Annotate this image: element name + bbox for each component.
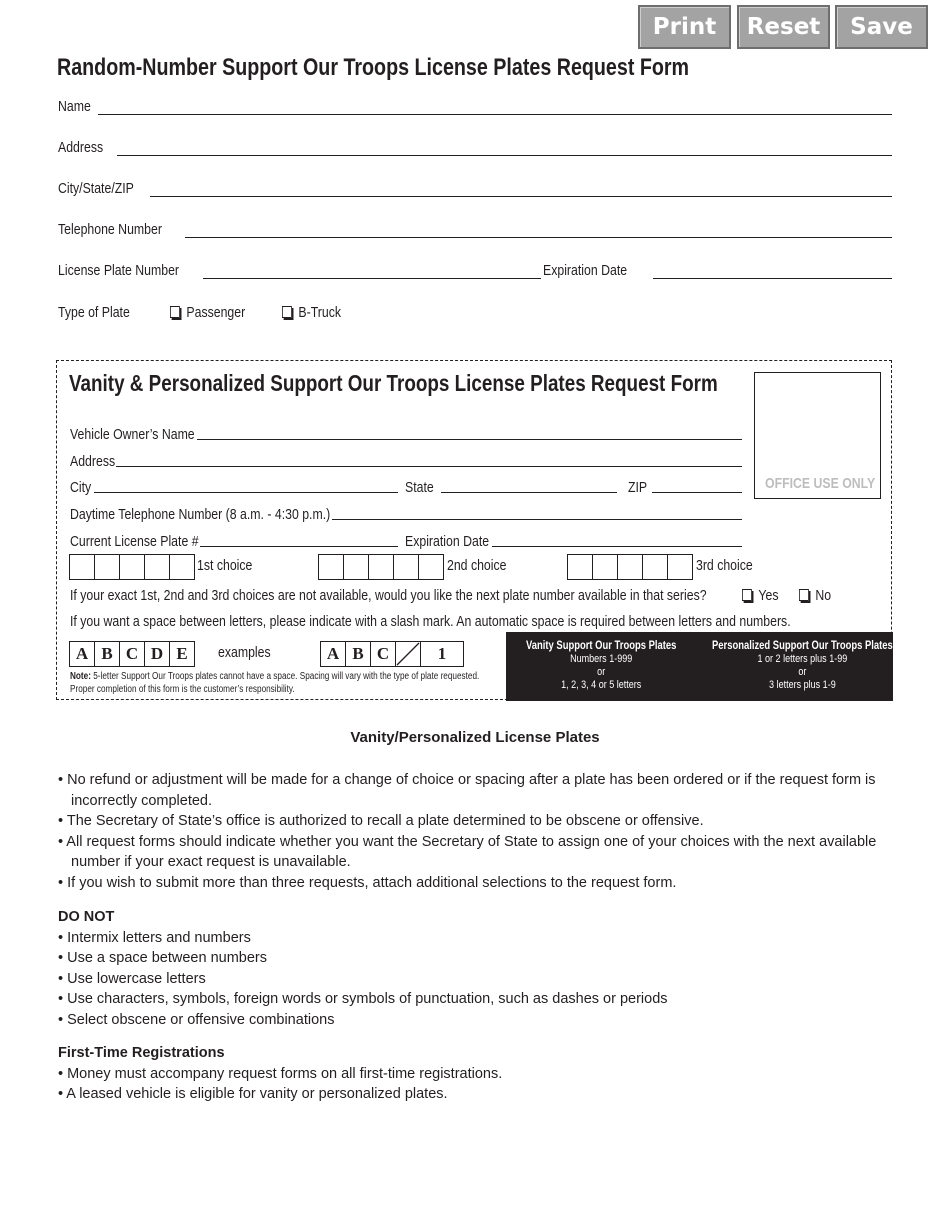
- personalized-info-line2: or: [798, 666, 807, 678]
- donot-title: DO NOT: [58, 909, 115, 925]
- citystatezip-field[interactable]: [150, 196, 892, 197]
- example-char: 1: [420, 641, 464, 667]
- form-title: Random-Number Support Our Troops License Plates Request Form: [57, 54, 690, 81]
- address-label: Address: [58, 139, 104, 156]
- checkbox-icon: [282, 306, 292, 318]
- char-box[interactable]: [318, 554, 344, 580]
- print-button[interactable]: Print: [638, 5, 731, 49]
- expiration-field[interactable]: [653, 278, 892, 279]
- zip-label: ZIP: [628, 479, 648, 496]
- owner-field[interactable]: [197, 439, 742, 440]
- save-button[interactable]: Save: [835, 5, 928, 49]
- yes-checkbox[interactable]: [742, 587, 778, 604]
- city-label: City: [70, 479, 92, 496]
- vanity-form-title: Vanity & Personalized Support Our Troops License Plates Request Form: [69, 370, 718, 396]
- vanity-address-field[interactable]: [116, 466, 742, 467]
- info-title: Vanity/Personalized License Plates: [350, 729, 600, 746]
- first-choice-boxes[interactable]: [69, 554, 195, 580]
- current-plate-field[interactable]: [200, 546, 398, 547]
- passenger-checkbox[interactable]: [170, 304, 245, 321]
- bullet-item: • Money must accompany request forms on all first-time registrations.: [58, 1065, 503, 1082]
- bullet-item: • Intermix letters and numbers: [58, 929, 251, 946]
- info-bullets: [58, 770, 894, 893]
- space-instruction: If you want a space between letters, please indicate with a slash mark. An automatic space is required between letters and numbers.: [70, 613, 791, 630]
- personalized-info-line1: 1 or 2 letters plus 1-99: [757, 653, 848, 665]
- example-plate-1: [69, 641, 195, 667]
- checkbox-icon: [799, 589, 809, 601]
- example-char: B: [94, 641, 120, 667]
- bullet-item: • No refund or adjustment will be made for a change of choice or spacing after a plate has been ordered or if the request form is incorrectly completed.: [58, 772, 876, 809]
- third-choice-label: 3rd choice: [696, 557, 753, 574]
- vanity-address-label: Address: [70, 453, 116, 470]
- note: [70, 671, 479, 696]
- example-char: D: [144, 641, 170, 667]
- bullet-item: • Select obscene or offensive combinations: [58, 1011, 335, 1028]
- plate-number-label: License Plate Number: [58, 262, 180, 279]
- example-char: A: [320, 641, 346, 667]
- char-box[interactable]: [418, 554, 444, 580]
- owner-label: Vehicle Owner’s Name: [70, 426, 195, 443]
- example-plate-2: [320, 641, 464, 667]
- first-choice-label: 1st choice: [197, 557, 253, 574]
- btruck-label: B-Truck: [298, 304, 342, 321]
- yes-label: Yes: [758, 587, 779, 604]
- city-field[interactable]: [94, 492, 398, 493]
- next-plate-question: If your exact 1st, 2nd and 3rd choices are not available, would you like the next plate number available in that series?: [70, 587, 707, 604]
- vanity-info-line1: Numbers 1-999: [570, 653, 633, 665]
- passenger-label: Passenger: [186, 304, 246, 321]
- note-line1: 5-letter Support Our Troops plates cannot have a space. Spacing will vary with the type of plate requested.: [93, 671, 480, 682]
- bullet-item: • Use a space between numbers: [58, 950, 267, 966]
- bullet-item: • All request forms should indicate whether you want the Secretary of State to assign one of your choices with the next available number if your exact request is unavailable.: [58, 833, 877, 870]
- no-label: No: [815, 587, 832, 604]
- note-line2: Proper completion of this form is the customer’s responsibility.: [70, 683, 295, 695]
- char-box[interactable]: [343, 554, 369, 580]
- first-time-section: [58, 1043, 894, 1105]
- vanity-info-title: Vanity Support Our Troops Plates: [526, 640, 677, 652]
- example-char: B: [345, 641, 371, 667]
- char-box[interactable]: [642, 554, 668, 580]
- plate-type-label: Type of Plate: [58, 304, 130, 321]
- char-box[interactable]: [393, 554, 419, 580]
- char-box[interactable]: [368, 554, 394, 580]
- current-plate-label: Current License Plate #: [70, 533, 199, 550]
- btruck-checkbox[interactable]: [282, 304, 341, 321]
- name-label: Name: [58, 98, 91, 115]
- slash-box: [395, 641, 421, 667]
- no-checkbox[interactable]: [799, 587, 831, 604]
- name-field[interactable]: [98, 114, 892, 115]
- examples-label: examples: [218, 644, 271, 661]
- char-box[interactable]: [69, 554, 95, 580]
- char-box[interactable]: [567, 554, 593, 580]
- example-char: A: [69, 641, 95, 667]
- char-box[interactable]: [667, 554, 693, 580]
- plate-types-box: [506, 632, 893, 701]
- second-choice-boxes[interactable]: [318, 554, 444, 580]
- char-box[interactable]: [119, 554, 145, 580]
- vanity-info-line2: or: [597, 666, 606, 678]
- daytime-phone-field[interactable]: [332, 519, 742, 520]
- char-box[interactable]: [94, 554, 120, 580]
- char-box[interactable]: [617, 554, 643, 580]
- bullet-item: • Use lowercase letters: [58, 970, 206, 987]
- state-label: State: [405, 479, 434, 496]
- vanity-info-line3: 1, 2, 3, 4 or 5 letters: [561, 679, 642, 691]
- personalized-info-title: Personalized Support Our Troops Plates: [712, 640, 893, 652]
- char-box[interactable]: [592, 554, 618, 580]
- checkbox-icon: [742, 589, 752, 601]
- vanity-expiration-label: Expiration Date: [405, 533, 490, 550]
- bullet-item: • A leased vehicle is eligible for vanity or personalized plates.: [58, 1086, 448, 1102]
- example-char: C: [370, 641, 396, 667]
- telephone-field[interactable]: [185, 237, 892, 238]
- bullet-item: • If you wish to submit more than three requests, attach additional selections to the request form.: [58, 874, 677, 891]
- office-use-label: OFFICE USE ONLY: [765, 475, 876, 492]
- char-box[interactable]: [169, 554, 195, 580]
- zip-field[interactable]: [652, 492, 742, 493]
- personalized-info: [712, 640, 893, 692]
- bullet-item: • Use characters, symbols, foreign words or symbols of punctuation, such as dashes or periods: [58, 991, 668, 1007]
- checkbox-icon: [170, 306, 180, 318]
- bullet-item: • The Secretary of State’s office is authorized to recall a plate determined to be obscene or offensive.: [58, 813, 704, 829]
- slash-mark-icon: [396, 642, 420, 666]
- first-time-title: First-Time Registrations: [58, 1045, 225, 1061]
- example-char: E: [169, 641, 195, 667]
- donot-section: [58, 907, 894, 1030]
- office-use-box: [754, 372, 881, 499]
- expiration-label: Expiration Date: [543, 262, 628, 279]
- second-choice-label: 2nd choice: [447, 557, 507, 574]
- char-box[interactable]: [144, 554, 170, 580]
- state-field[interactable]: [441, 492, 617, 493]
- citystatezip-label: City/State/ZIP: [58, 180, 134, 197]
- vanity-info: [526, 640, 676, 692]
- third-choice-boxes[interactable]: [567, 554, 693, 580]
- vanity-expiration-field[interactable]: [492, 546, 742, 547]
- personalized-info-line3: 3 letters plus 1-9: [769, 679, 836, 691]
- telephone-label: Telephone Number: [58, 221, 162, 238]
- plate-number-field[interactable]: [203, 278, 541, 279]
- address-field[interactable]: [117, 155, 892, 156]
- daytime-phone-label: Daytime Telephone Number (8 a.m. - 4:30 p.m.): [70, 506, 331, 523]
- note-bold: Note:: [70, 671, 91, 682]
- reset-button[interactable]: Reset: [737, 5, 830, 49]
- example-char: C: [119, 641, 145, 667]
